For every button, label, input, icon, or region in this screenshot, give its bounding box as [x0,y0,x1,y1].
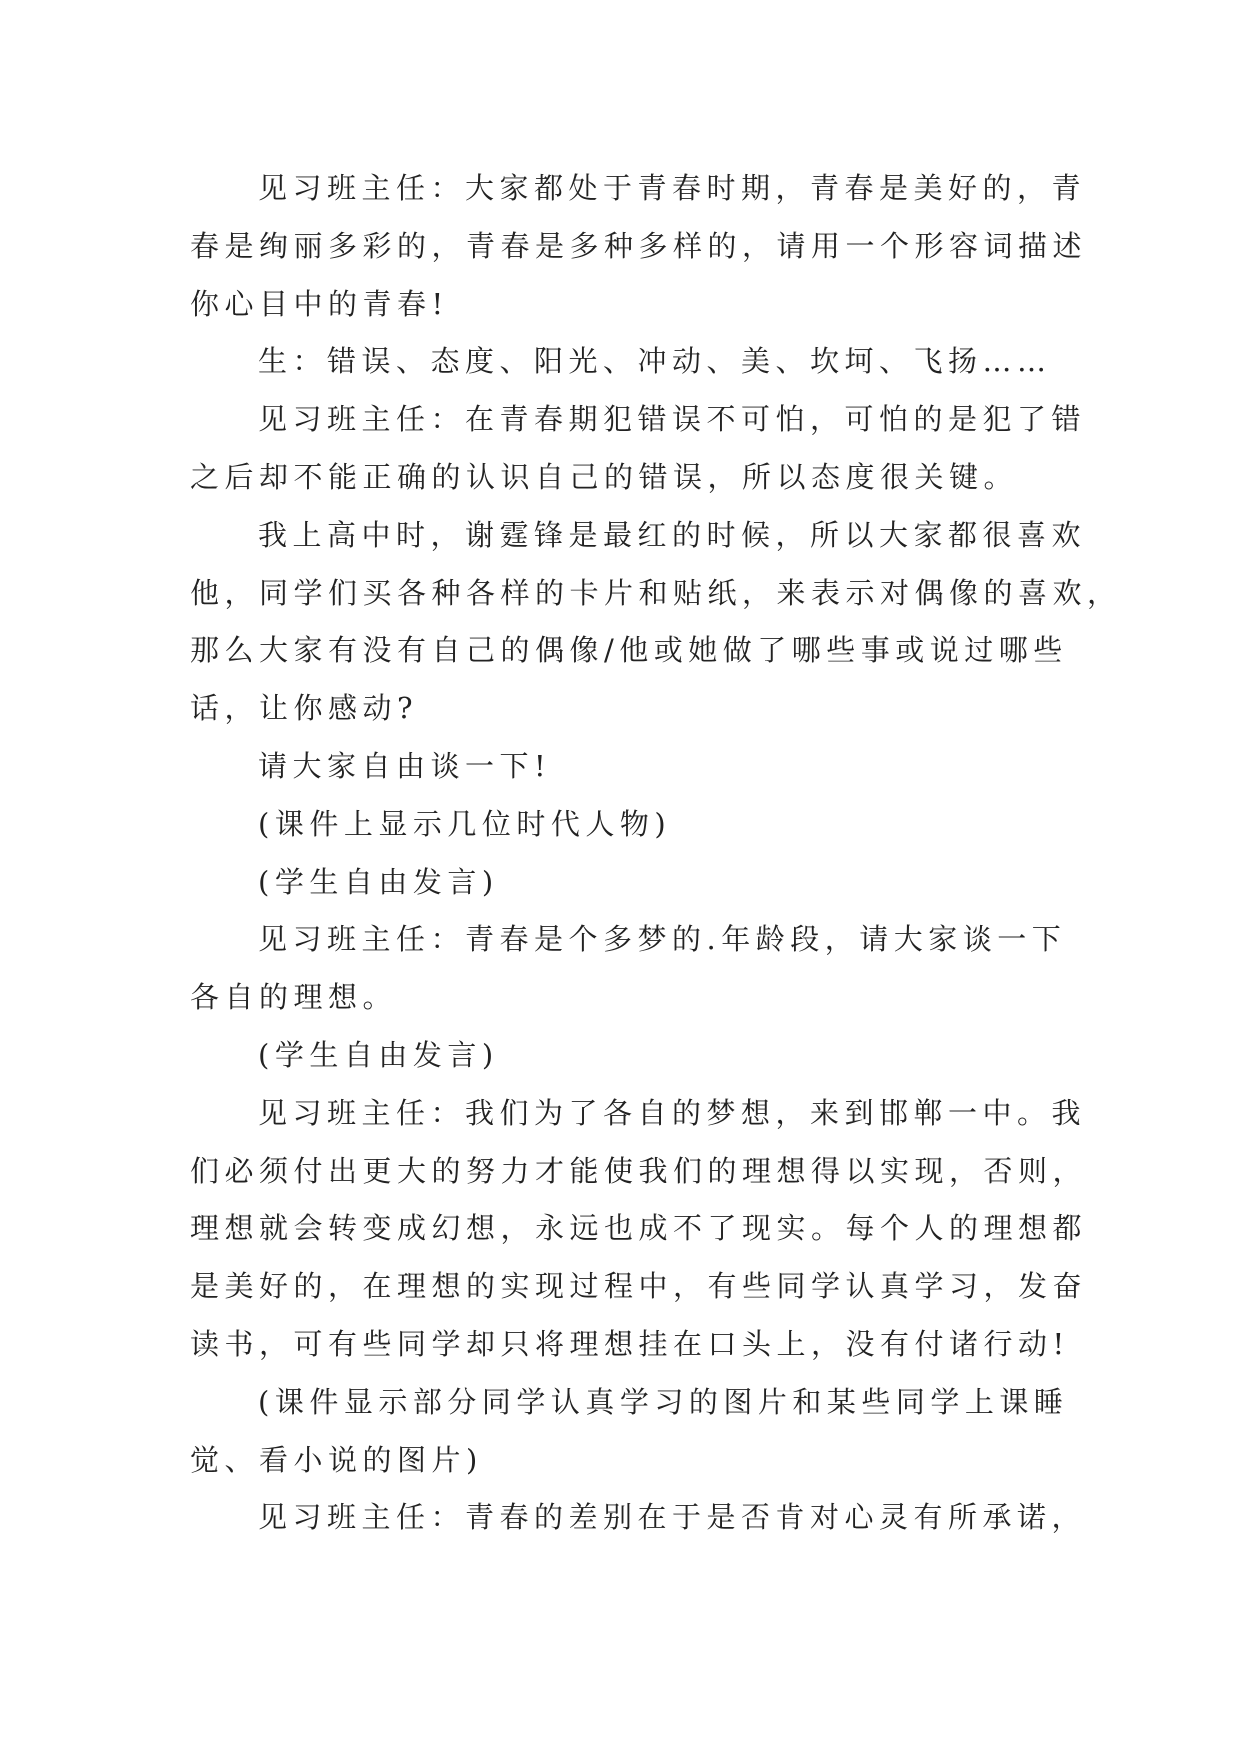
paragraph-line: (课件显示部分同学认真学习的图片和某些同学上课睡 [258,1384,1069,1419]
paragraph-line: 他，同学们买各种各样的卡片和贴纸，来表示对偶像的喜欢， [190,575,1122,610]
paragraph-line: 我上高中时，谢霆锋是最红的时候，所以大家都很喜欢 [258,517,1087,552]
paragraph-line: 们必须付出更大的努力才能使我们的理想得以实现，否则， [190,1153,1088,1188]
paragraph-line: 请大家自由谈一下! [258,748,552,783]
paragraph-line: 理想就会转变成幻想，永远也成不了现实。每个人的理想都 [190,1211,1088,1246]
paragraph-line: (学生自由发言) [258,1037,499,1072]
paragraph-line: 那么大家有没有自己的偶像/他或她做了哪些事或说过哪些 [190,633,1068,668]
paragraph-line: 话，让你感动? [190,691,419,726]
document-body [190,160,1122,1547]
paragraph-line: 见习班主任：青春的差别在于是否肯对心灵有所承诺， [258,1500,1087,1535]
paragraph-line: 各自的理想。 [190,980,398,1015]
paragraph-line: 读书，可有些同学却只将理想挂在口头上，没有付诸行动! [190,1326,1070,1361]
paragraph-line: 见习班主任：我们为了各自的梦想，来到邯郸一中。我 [258,1095,1087,1130]
paragraph-line: 见习班主任：在青春期犯错误不可怕，可怕的是犯了错 [258,402,1087,437]
paragraph-line: (课件上显示几位时代人物) [258,806,672,841]
paragraph-line: (学生自由发言) [258,864,499,899]
paragraph-line: 春是绚丽多彩的，青春是多种多样的，请用一个形容词描述 [190,228,1088,263]
paragraph-line: 见习班主任：青春是个多梦的.年龄段，请大家谈一下 [258,922,1067,957]
paragraph-line: 之后却不能正确的认识自己的错误，所以态度很关键。 [190,459,1019,494]
paragraph-line: 觉、看小说的图片) [190,1442,483,1477]
paragraph-line: 是美好的，在理想的实现过程中，有些同学认真学习，发奋 [190,1269,1088,1304]
paragraph-line: 见习班主任：大家都处于青春时期，青春是美好的，青 [258,171,1087,205]
paragraph-line: 你心目中的青春! [190,286,449,321]
paragraph-line: 生：错误、态度、阳光、冲动、美、坎坷、飞扬…… [258,344,1052,379]
